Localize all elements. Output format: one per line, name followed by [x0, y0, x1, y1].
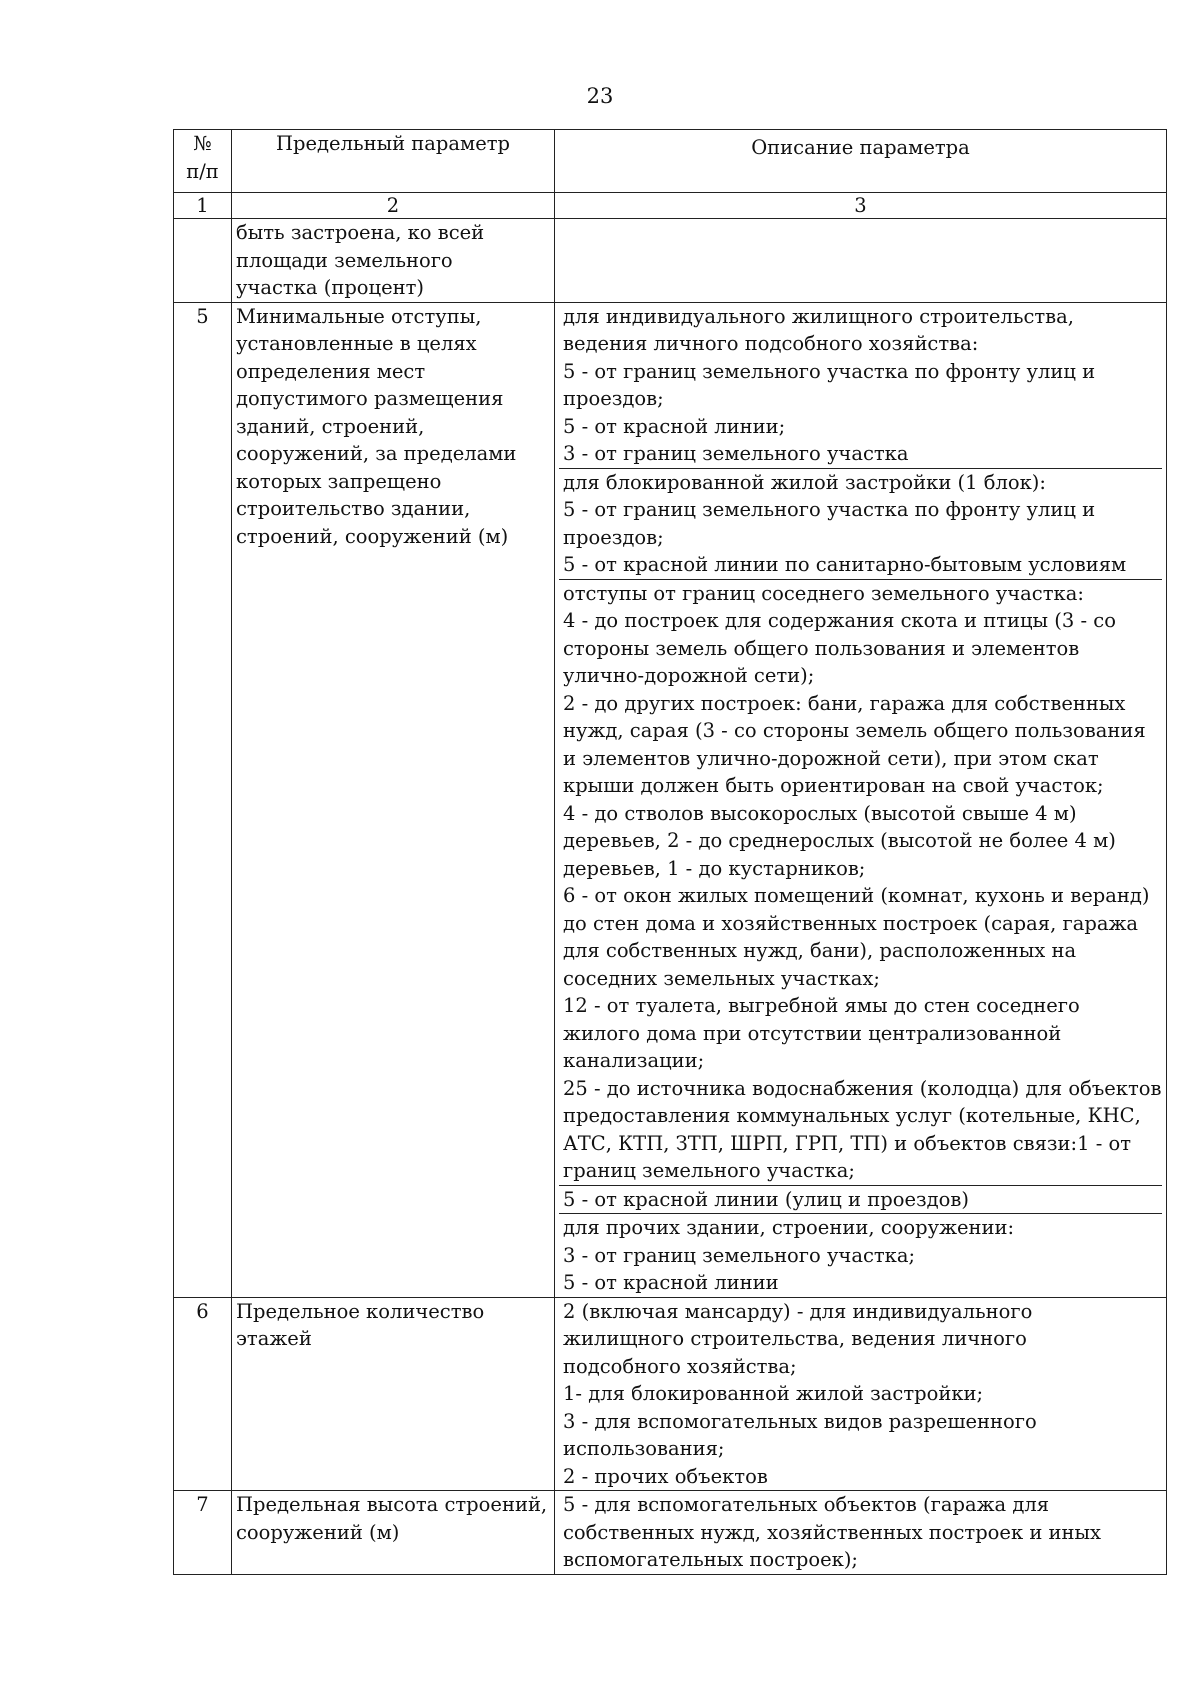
table-row — [174, 302, 1167, 1297]
description-line: собственных нужд, хозяйственных построек и иных — [563, 1520, 1102, 1544]
description-line: до стен дома и хозяйственных построек (сарая, гаража — [563, 911, 1139, 935]
parameter-cell — [232, 1491, 555, 1575]
column-number: 2 — [232, 193, 555, 219]
table-header-row — [174, 130, 1167, 193]
description-block — [559, 1185, 1162, 1214]
header-parameter: Предельный параметр — [232, 130, 555, 193]
description-block — [559, 1213, 1162, 1297]
parameter-line: быть застроена, ко всей — [236, 221, 485, 244]
description-block — [559, 579, 1162, 1185]
description-line: для прочих здании, строении, сооружении: — [563, 1216, 1015, 1239]
description-line: подсобного хозяйства; — [563, 1354, 797, 1378]
description-line: 3 - от границ земельного участка — [563, 442, 909, 465]
description-line: жилищного строительства, ведения личного — [563, 1327, 1027, 1350]
description-block — [559, 303, 1162, 468]
parameter-cell — [232, 1297, 555, 1491]
parameter-cell — [232, 302, 555, 1297]
parameter-line: площади земельного — [236, 248, 453, 272]
parameter-line: установленные в целях — [236, 332, 477, 355]
parameters-table — [173, 129, 1167, 1575]
description-cell — [555, 302, 1167, 1297]
description-line: 3 - для вспомогательных видов разрешенного — [563, 1409, 1037, 1433]
parameter-line: зданий, строений, — [236, 414, 425, 438]
description-line: стороны земель общего пользования и элементов — [563, 636, 1080, 660]
description-line: 5 - от красной линии (улиц и проездов) — [563, 1187, 969, 1211]
parameter-line: допустимого размещения — [236, 387, 504, 410]
description-line: деревьев, 2 - до среднерослых (высотой не более 4 м) — [563, 829, 1116, 852]
description-line: 5 - от красной линии — [563, 1271, 779, 1294]
row-number: 7 — [174, 1491, 232, 1575]
column-number: 1 — [174, 193, 232, 219]
header-number-line: п/п — [186, 159, 219, 183]
description-line: использования; — [563, 1437, 725, 1460]
description-line: АТС, КТП, ЗТП, ШРП, ГРП, ТП) и объектов связи:1 - от — [563, 1131, 1132, 1155]
description-block — [559, 468, 1162, 579]
header-number-line: № — [193, 132, 212, 155]
description-cell — [555, 1491, 1167, 1575]
description-line: 3 - от границ земельного участка; — [563, 1243, 916, 1267]
description-line: 25 - до источника водоснабжения (колодца) для объектов — [563, 1076, 1162, 1100]
description-line: 2 - прочих объектов — [563, 1464, 768, 1488]
parameter-line: сооружений, за пределами — [236, 442, 517, 465]
description-line: 5 - от красной линии по санитарно-бытовым условиям — [563, 553, 1127, 576]
description-line: крыши должен быть ориентирован на свой участок; — [563, 774, 1104, 797]
description-line: проездов; — [563, 387, 664, 410]
description-line: ведения личного подсобного хозяйства: — [563, 332, 979, 355]
description-line: нужд, сарая (3 - со стороны земель общего пользования — [563, 719, 1146, 742]
description-block — [559, 1298, 1162, 1491]
parameter-line: сооружений (м) — [236, 1520, 400, 1544]
table-row — [174, 1491, 1167, 1575]
description-line: границ земельного участка; — [563, 1159, 855, 1182]
description-line: проездов; — [563, 525, 664, 549]
column-number-row — [174, 193, 1167, 219]
description-line: 6 - от окон жилых помещений (комнат, кухонь и веранд) — [563, 884, 1150, 907]
description-line: для блокированной жилой застройки (1 блок): — [563, 470, 1046, 494]
description-line: 12 - от туалета, выгребной ямы до стен соседнего — [563, 994, 1080, 1017]
row-number — [174, 219, 232, 303]
description-cell — [555, 219, 1167, 303]
description-line: 2 - до других построек: бани, гаража для собственных — [563, 691, 1126, 715]
header-description: Описание параметра — [555, 130, 1167, 193]
description-line: и элементов улично-дорожной сети), при этом скат — [563, 746, 1099, 770]
page-number: 23 — [586, 84, 614, 108]
description-line: отступы от границ соседнего земельного участка: — [563, 581, 1084, 605]
description-line: 4 - до стволов высокорослых (высотой свыше 4 м) — [563, 801, 1077, 825]
description-line: жилого дома при отсутствии централизованной — [563, 1021, 1062, 1045]
parameter-line: Предельное количество — [236, 1299, 485, 1323]
column-number: 3 — [555, 193, 1167, 219]
description-line: для собственных нужд, бани), расположенных на — [563, 939, 1077, 962]
row-number: 5 — [174, 302, 232, 1297]
parameter-line: строений, сооружений (м) — [236, 524, 509, 548]
parameter-line: участка (процент) — [236, 276, 425, 299]
description-line: вспомогательных построек); — [563, 1548, 859, 1571]
table-row — [174, 219, 1167, 303]
description-line: канализации; — [563, 1049, 705, 1072]
description-line: для индивидуального жилищного строительства, — [563, 304, 1074, 328]
parameter-line: определения мест — [236, 359, 426, 383]
description-line: соседних земельных участках; — [563, 966, 880, 990]
description-line: 1- для блокированной жилой застройки; — [563, 1382, 984, 1405]
description-line: 2 (включая мансарду) - для индивидуального — [563, 1299, 1033, 1323]
description-block — [559, 1491, 1162, 1574]
description-line: 5 - от границ земельного участка по фронту улиц и — [563, 359, 1096, 383]
description-cell — [555, 1297, 1167, 1491]
description-line: улично-дорожной сети); — [563, 664, 815, 687]
description-line: 5 - от красной линии; — [563, 414, 786, 438]
header-number — [174, 130, 232, 193]
description-line: 5 - для вспомогательных объектов (гаража для — [563, 1493, 1050, 1516]
description-line: предоставления коммунальных услуг (котельные, КНС, — [563, 1104, 1141, 1127]
row-number: 6 — [174, 1297, 232, 1491]
parameter-line: Минимальные отступы, — [236, 304, 482, 328]
parameter-line: строительство здании, — [236, 497, 471, 520]
description-line: 4 - до построек для содержания скота и птицы (3 - со — [563, 609, 1116, 632]
parameter-line: которых запрещено — [236, 469, 442, 493]
description-line: деревьев, 1 - до кустарников; — [563, 856, 866, 880]
parameter-cell — [232, 219, 555, 303]
parameter-line: этажей — [236, 1327, 312, 1350]
description-line: 5 - от границ земельного участка по фронту улиц и — [563, 498, 1096, 521]
table-row — [174, 1297, 1167, 1491]
parameter-line: Предельная высота строений, — [236, 1493, 548, 1516]
